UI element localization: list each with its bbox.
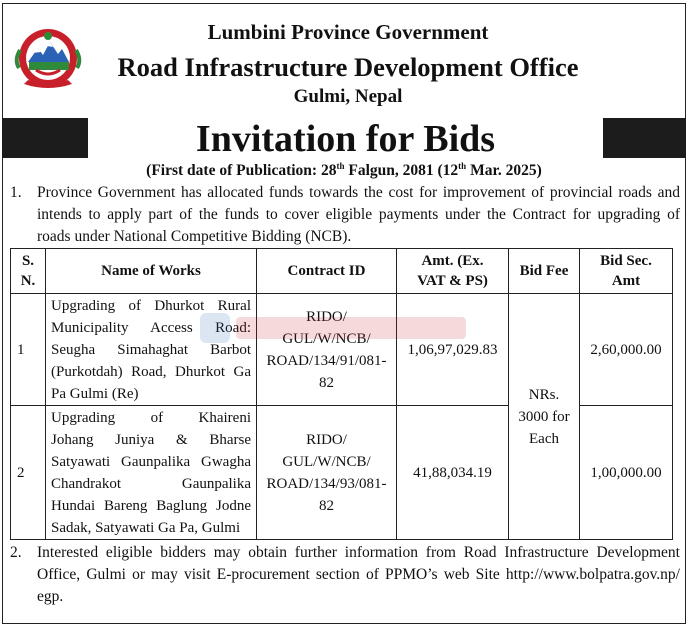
paragraph-number: 1.: [10, 184, 22, 201]
works-table: [10, 248, 673, 540]
bid-fee-line: Each: [529, 430, 559, 447]
row-bid-security: 1,00,000.00: [580, 406, 673, 540]
header-bid-security-line: Bid Sec.: [600, 253, 652, 269]
work-name-line: Upgrading of Dhurkot Rural: [51, 297, 251, 314]
work-name-line: Pa Gulmi (Re): [51, 385, 139, 402]
paragraph-line: egp.: [37, 588, 64, 605]
work-name-line: Johang Juniya & Bharse: [51, 431, 251, 448]
header-amount-line: Amt. (Ex.: [421, 253, 484, 269]
work-name-line: Sadak, Satyawati Ga Pa, Gulmi: [51, 519, 241, 536]
paragraph-line: Province Government has allocated funds towards the cost for improvement of provincial roads and: [37, 184, 680, 201]
government-name: Lumbini Province Government: [207, 20, 489, 44]
row-work-name: [46, 294, 257, 406]
contract-id-line: RIDO/: [306, 308, 347, 325]
row-bid-security: 2,60,000.00: [580, 294, 673, 406]
header-amount: [397, 249, 509, 294]
row-contract-id: [257, 406, 397, 540]
paragraph-line: roads under National Competitive Bidding (NCB).: [37, 228, 352, 245]
contract-id-line: ROAD/134/91/081-: [266, 352, 387, 369]
header-sn-line: S.: [21, 253, 35, 269]
work-name-line: Chandrakot Gaunpalika: [51, 475, 251, 492]
table-row: [11, 294, 673, 406]
paragraph-line: Office, Gulmi or may visit E-procurement section of PPMO’s web Site http://www.bolpatra.gov.np/: [37, 566, 680, 583]
header-sn: [11, 249, 46, 294]
row-amount: 41,88,034.19: [397, 406, 509, 540]
work-name-line: Upgrading of Khaireni: [51, 409, 251, 426]
header-name-of-works: Name of Works: [46, 249, 257, 294]
office-name: Road Infrastructure Development Office: [117, 52, 579, 82]
contract-id-line: 82: [319, 374, 334, 391]
bid-fee-cell: [509, 294, 580, 540]
contract-id-line: RIDO/: [306, 431, 347, 448]
paragraph-further-info: [10, 542, 680, 608]
publication-date: (First date of Publication: 28th Falgun, 2081 (12th Mar. 2025): [146, 161, 542, 180]
paragraph-funds: [10, 182, 680, 248]
row-contract-id: [257, 294, 397, 406]
bid-fee-line: 3000 for: [518, 408, 570, 425]
row-sn: 2: [11, 406, 46, 540]
header-bid-security-line: Amt: [611, 273, 641, 289]
bid-fee-line: NRs.: [528, 386, 560, 403]
header-bid-security: [580, 249, 673, 294]
row-sn: 1: [11, 294, 46, 406]
header-bid-fee: Bid Fee: [509, 249, 580, 294]
work-name-line: Hundai Bareng Baglung Jodne: [51, 497, 251, 514]
paragraph-line: Interested eligible bidders may obtain further information from Road Infrastructure Development: [37, 544, 680, 561]
contract-id-line: GUL/W/NCB/: [282, 330, 371, 347]
title-banner: [2, 118, 686, 158]
header-amount-line: VAT & PS): [417, 273, 488, 289]
paragraph-line: intends to apply part of the funds to cover eligible payments under the Contract for upgrading of: [37, 206, 680, 223]
table-header-row: [11, 249, 673, 294]
header-sn-line: N.: [20, 273, 36, 289]
work-name-line: (Purkotdah) Road, Dhurkot Ga: [51, 363, 251, 380]
office-location: Gulmi, Nepal: [293, 86, 403, 107]
notice-title: Invitation for Bids: [88, 118, 603, 158]
paragraph-number: 2.: [10, 544, 22, 561]
contract-id-line: GUL/W/NCB/: [282, 453, 371, 470]
contract-id-line: 82: [319, 497, 334, 514]
header-contract-id: Contract ID: [257, 249, 397, 294]
row-work-name: [46, 406, 257, 540]
row-amount: 1,06,97,029.83: [397, 294, 509, 406]
work-name-line: Seugha Simahaghat Barbot: [51, 341, 251, 358]
contract-id-line: ROAD/134/93/081-: [266, 475, 387, 492]
work-name-line: Satyawati Gaunpalika Gwagha: [51, 453, 251, 470]
work-name-line: Municipality Access Road:: [51, 319, 251, 336]
